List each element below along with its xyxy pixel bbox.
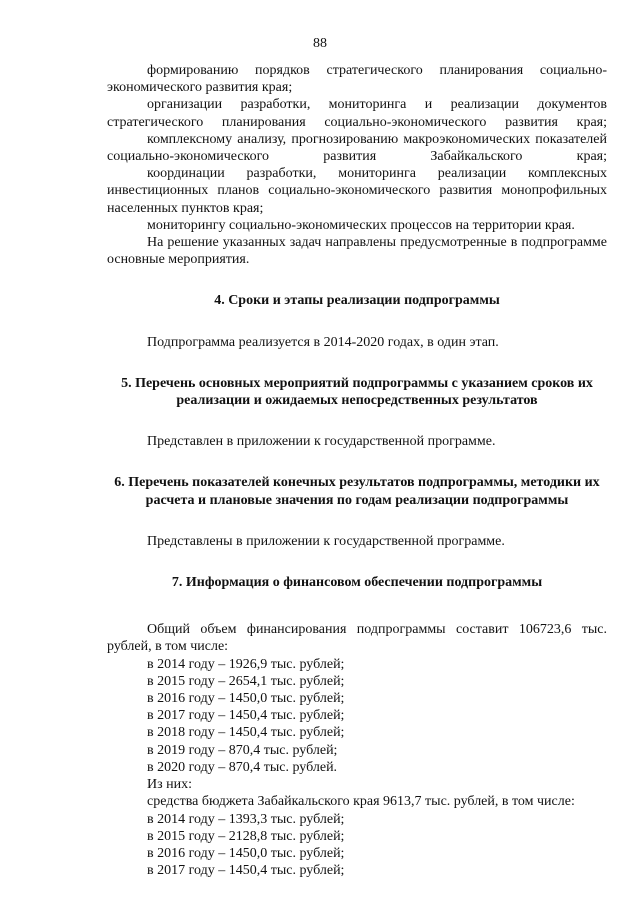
list-item: в 2015 году – 2128,8 тыс. рублей; xyxy=(147,828,345,844)
section-4-text: Подпрограмма реализуется в 2014-2020 годах, в один этап. xyxy=(147,334,499,350)
list-item: в 2016 году – 1450,0 тыс. рублей; xyxy=(147,845,345,861)
section-4-heading: 4. Сроки и этапы реализации подпрограммы xyxy=(214,293,500,309)
paragraph: комплексному анализу, прогнозированию макроэкономических показателей социально-экономического развития Забайкальского края; xyxy=(107,131,607,165)
list-item: в 2014 году – 1393,3 тыс. рублей; xyxy=(147,811,345,827)
budget-total: средства бюджета Забайкальского края 9613,7 тыс. рублей, в том числе: xyxy=(147,794,575,810)
list-item: в 2019 году – 870,4 тыс. рублей; xyxy=(147,742,338,758)
section-5-heading: 5. Перечень основных мероприятий подпрограммы с указанием сроков их реализации и ожидаемых непосредственных результатов xyxy=(121,375,593,409)
list-item: в 2020 году – 870,4 тыс. рублей. xyxy=(147,759,338,775)
paragraph: формированию порядков стратегического планирования социально-экономического развития края; xyxy=(107,63,607,96)
section-6-heading: 6. Перечень показателей конечных результатов подпрограммы, методики их расчета и плановые значения по годам реализации подпрограммы xyxy=(114,475,600,508)
paragraph: На решение указанных задач направлены предусмотренные в подпрограмме основные мероприятия. xyxy=(107,235,607,268)
section-7-heading: 7. Информация о финансовом обеспечении подпрограммы xyxy=(171,575,543,591)
document-body xyxy=(107,62,607,879)
paragraph: организации разработки, мониторинга и реализации документов стратегического планирования социально-экономического развития края; xyxy=(107,97,607,130)
section-6-text: Представлены в приложении к государственной программе. xyxy=(147,533,505,549)
section-5-text: Представлен в приложении к государственной программе. xyxy=(147,434,496,450)
list-item: в 2017 году – 1450,4 тыс. рублей; xyxy=(147,708,345,724)
list-item: в 2015 году – 2654,1 тыс. рублей; xyxy=(147,673,345,689)
list-item: в 2017 году – 1450,4 тыс. рублей; xyxy=(147,863,345,879)
page-number: 88 xyxy=(313,36,327,51)
list-item: в 2018 году – 1450,4 тыс. рублей; xyxy=(147,725,345,741)
list-item: в 2016 году – 1450,0 тыс. рублей; xyxy=(147,691,345,707)
paragraph: мониторингу социально-экономических процессов на территории края. xyxy=(147,217,575,233)
financing-total: Общий объем финансирования подпрограммы составит 106723,6 тыс. рублей, в том числе: xyxy=(107,622,607,655)
of-them-label: Из них: xyxy=(147,777,193,793)
paragraph: координации разработки, мониторинга реализации комплексных инвестиционных планов социально-экономического развития монопрофильных населенных пунктов края; xyxy=(107,166,607,216)
list-item: в 2014 году – 1926,9 тыс. рублей; xyxy=(147,656,345,672)
